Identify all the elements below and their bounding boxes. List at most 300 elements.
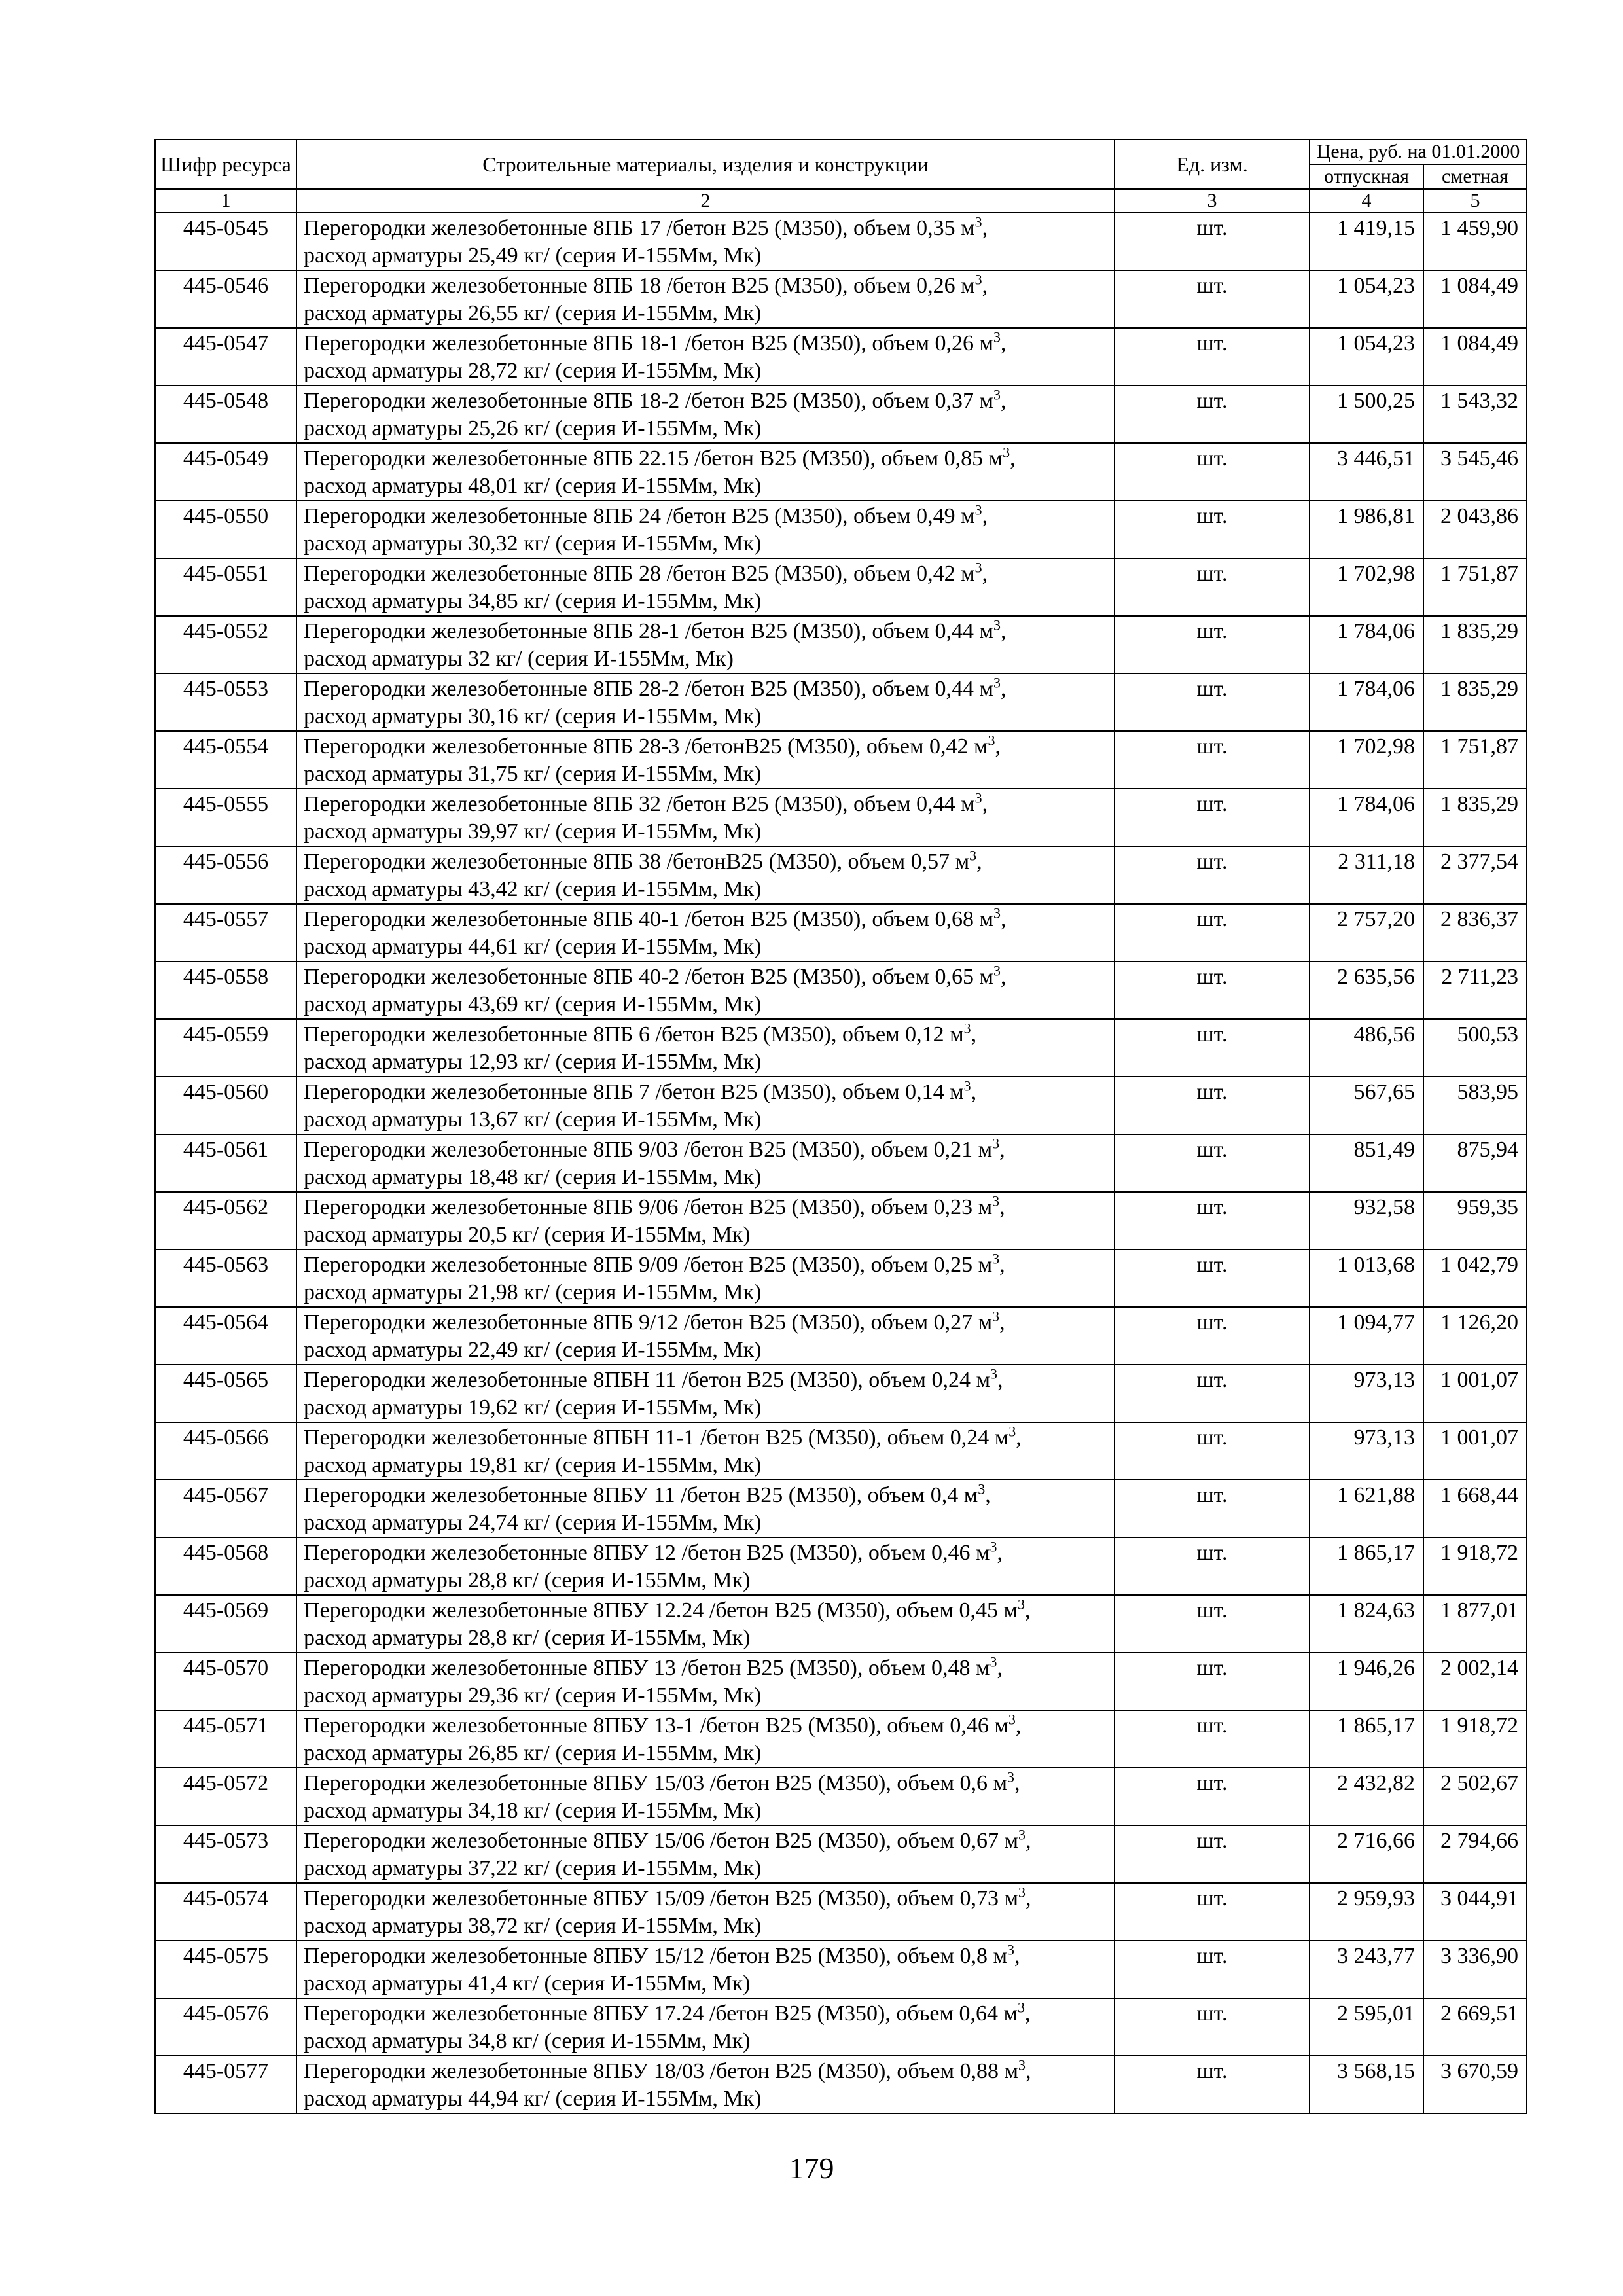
description-line-2: расход арматуры 28,72 кг/ (серия И-155Мм, Мк): [304, 359, 762, 383]
price-release: 2 757,20: [1310, 904, 1423, 961]
description-line-2: расход арматуры 39,97 кг/ (серия И-155Мм, Мк): [304, 819, 762, 844]
resource-code: 445-0560: [155, 1077, 296, 1134]
price-release: 1 419,15: [1310, 213, 1423, 270]
unit-superscript: 3: [1007, 1768, 1014, 1785]
table-row: [155, 1710, 1527, 1768]
table-row: [155, 2056, 1527, 2113]
unit-superscript: 3: [974, 271, 982, 288]
unit: шт.: [1115, 1653, 1310, 1710]
description-line-2: расход арматуры 25,26 кг/ (серия И-155Мм, Мк): [304, 416, 762, 440]
price-release: 3 568,15: [1310, 2056, 1423, 2113]
table-row: [155, 616, 1527, 673]
description-line-1: Перегородки железобетонные 8ПБУ 15/12 /бетон В25 (М350), объем 0,8 $м^3$,: [304, 1941, 1020, 1968]
description-line-2: расход арматуры 48,01 кг/ (серия И-155Мм, Мк): [304, 474, 762, 498]
material-description: [296, 1941, 1115, 1998]
description-line-2: расход арматуры 34,8 кг/ (серия И-155Мм, Мк): [304, 2029, 751, 2053]
unit-superscript: 3: [988, 732, 995, 749]
unit: шт.: [1115, 1480, 1310, 1537]
description-line-1: Перегородки железобетонные 8ПБ 17 /бетон В25 (М350), объем 0,35 $м^3$,: [304, 213, 988, 240]
unit-superscript: 3: [990, 1365, 997, 1382]
table-row: [155, 1537, 1527, 1595]
material-description: [296, 1710, 1115, 1768]
unit-superscript: 3: [974, 501, 982, 518]
unit: шт.: [1115, 1595, 1310, 1653]
description-line-2: расход арматуры 38,72 кг/ (серия И-155Мм, Мк): [304, 1914, 762, 1938]
price-release: 2 311,18: [1310, 846, 1423, 904]
material-description: [296, 558, 1115, 616]
table-row: [155, 1249, 1527, 1307]
material-description: [296, 213, 1115, 270]
description-line-2: расход арматуры 24,74 кг/ (серия И-155Мм, Мк): [304, 1511, 762, 1535]
description-line-1: Перегородки железобетонные 8ПБУ 15/09 /бетон В25 (М350), объем 0,73 $м^3$,: [304, 1884, 1031, 1910]
price-estimate: 2 502,67: [1423, 1768, 1527, 1825]
price-release: 567,65: [1310, 1077, 1423, 1134]
price-estimate: 2 836,37: [1423, 904, 1527, 961]
resource-code: 445-0555: [155, 789, 296, 846]
price-estimate: 1 751,87: [1423, 558, 1527, 616]
unit-superscript: 3: [993, 386, 1001, 403]
column-number: 5: [1423, 189, 1527, 213]
unit-superscript: 3: [992, 1193, 1000, 1210]
resource-code: 445-0553: [155, 673, 296, 731]
unit: шт.: [1115, 1019, 1310, 1077]
resource-code: 445-0564: [155, 1307, 296, 1365]
price-release: 3 243,77: [1310, 1941, 1423, 1998]
price-estimate: 2 043,86: [1423, 501, 1527, 558]
resource-code: 445-0556: [155, 846, 296, 904]
price-table: [154, 139, 1527, 2114]
price-estimate: 1 877,01: [1423, 1595, 1527, 1653]
description-line-1: Перегородки железобетонные 8ПБУ 12.24 /бетон В25 (М350), объем 0,45 $м^3$,: [304, 1596, 1031, 1623]
description-line-1: Перегородки железобетонные 8ПБУ 11 /бетон В25 (М350), объем 0,4 $м^3$,: [304, 1480, 991, 1507]
description-line-2: расход арматуры 29,36 кг/ (серия И-155Мм, Мк): [304, 1683, 762, 1708]
unit: шт.: [1115, 1077, 1310, 1134]
resource-code: 445-0547: [155, 328, 296, 386]
unit-superscript: 3: [969, 847, 977, 864]
resource-code: 445-0570: [155, 1653, 296, 1710]
material-description: [296, 1365, 1115, 1422]
unit: шт.: [1115, 1768, 1310, 1825]
resource-code: 445-0568: [155, 1537, 296, 1595]
unit-superscript: 3: [992, 1250, 1000, 1267]
material-description: [296, 904, 1115, 961]
resource-code: 445-0566: [155, 1422, 296, 1480]
table-row: [155, 1077, 1527, 1134]
resource-code: 445-0562: [155, 1192, 296, 1249]
description-line-2: расход арматуры 34,18 кг/ (серия И-155Мм, Мк): [304, 1799, 762, 1823]
resource-code: 445-0575: [155, 1941, 296, 1998]
price-estimate: 3 044,91: [1423, 1883, 1527, 1941]
price-release: 1 054,23: [1310, 328, 1423, 386]
resource-code: 445-0546: [155, 270, 296, 328]
price-release: 932,58: [1310, 1192, 1423, 1249]
unit: шт.: [1115, 1192, 1310, 1249]
price-estimate: 1 126,20: [1423, 1307, 1527, 1365]
material-description: [296, 1883, 1115, 1941]
price-estimate: 3 670,59: [1423, 2056, 1527, 2113]
description-line-1: Перегородки железобетонные 8ПБ 6 /бетон В25 (М350), объем 0,12 $м^3$,: [304, 1020, 977, 1047]
unit: шт.: [1115, 558, 1310, 616]
unit-superscript: 3: [963, 1077, 971, 1094]
unit-superscript: 3: [993, 962, 1001, 979]
table-row: [155, 213, 1527, 270]
unit-superscript: 3: [974, 789, 982, 806]
description-line-1: Перегородки железобетонные 8ПБ 18 /бетон В25 (М350), объем 0,26 $м^3$,: [304, 271, 988, 298]
material-description: [296, 1307, 1115, 1365]
price-release: 1 865,17: [1310, 1710, 1423, 1768]
price-estimate: 3 336,90: [1423, 1941, 1527, 1998]
description-line-1: Перегородки железобетонные 8ПБ 7 /бетон В25 (М350), объем 0,14 $м^3$,: [304, 1077, 977, 1104]
material-description: [296, 1825, 1115, 1883]
material-description: [296, 443, 1115, 501]
table-row: [155, 1768, 1527, 1825]
unit: шт.: [1115, 1134, 1310, 1192]
table-row: [155, 1365, 1527, 1422]
unit-superscript: 3: [963, 1020, 971, 1037]
price-estimate: 2 669,51: [1423, 1998, 1527, 2056]
description-line-2: расход арматуры 30,16 кг/ (серия И-155Мм, Мк): [304, 704, 762, 728]
resource-code: 445-0551: [155, 558, 296, 616]
table-row: [155, 386, 1527, 443]
material-description: [296, 1134, 1115, 1192]
unit-superscript: 3: [990, 1653, 997, 1670]
unit: шт.: [1115, 270, 1310, 328]
header-code: Шифр ресурса: [155, 139, 296, 189]
unit-superscript: 3: [1003, 444, 1010, 461]
description-line-1: Перегородки железобетонные 8ПБ 38 /бетонВ25 (М350), объем 0,57 $м^3$,: [304, 847, 982, 874]
description-line-2: расход арматуры 43,42 кг/ (серия И-155Мм, Мк): [304, 877, 762, 901]
description-line-1: Перегородки железобетонные 8ПБ 18-1 /бетон В25 (М350), объем 0,26 $м^3$,: [304, 329, 1007, 355]
price-release: 3 446,51: [1310, 443, 1423, 501]
price-release: 1 946,26: [1310, 1653, 1423, 1710]
price-estimate: 1 084,49: [1423, 270, 1527, 328]
resource-code: 445-0558: [155, 961, 296, 1019]
table-row: [155, 789, 1527, 846]
unit: шт.: [1115, 2056, 1310, 2113]
unit-superscript: 3: [993, 674, 1001, 691]
table-row: [155, 558, 1527, 616]
unit: шт.: [1115, 1249, 1310, 1307]
description-line-1: Перегородки железобетонные 8ПБ 9/09 /бетон В25 (М350), объем 0,25 $м^3$,: [304, 1250, 1005, 1277]
price-release: 973,13: [1310, 1365, 1423, 1422]
material-description: [296, 2056, 1115, 2113]
description-line-2: расход арматуры 37,22 кг/ (серия И-155Мм, Мк): [304, 1856, 762, 1880]
material-description: [296, 1077, 1115, 1134]
material-description: [296, 1192, 1115, 1249]
price-estimate: 1 918,72: [1423, 1710, 1527, 1768]
resource-code: 445-0567: [155, 1480, 296, 1537]
table-row: [155, 1019, 1527, 1077]
header-price-estimate: сметная: [1423, 164, 1527, 189]
description-line-1: Перегородки железобетонные 8ПБ 18-2 /бетон В25 (М350), объем 0,37 $м^3$,: [304, 386, 1007, 413]
unit: шт.: [1115, 386, 1310, 443]
table-row: [155, 961, 1527, 1019]
resource-code: 445-0549: [155, 443, 296, 501]
description-line-1: Перегородки железобетонные 8ПБУ 15/06 /бетон В25 (М350), объем 0,67 $м^3$,: [304, 1826, 1031, 1853]
unit: шт.: [1115, 904, 1310, 961]
unit: шт.: [1115, 1422, 1310, 1480]
unit-superscript: 3: [1018, 1884, 1026, 1901]
price-release: 1 784,06: [1310, 789, 1423, 846]
description-line-2: расход арматуры 19,81 кг/ (серия И-155Мм, Мк): [304, 1453, 762, 1477]
price-release: 851,49: [1310, 1134, 1423, 1192]
unit-superscript: 3: [1008, 1423, 1016, 1440]
description-line-1: Перегородки железобетонные 8ПБ 28-3 /бетонВ25 (М350), объем 0,42 $м^3$,: [304, 732, 1001, 759]
table-row: [155, 270, 1527, 328]
description-line-2: расход арматуры 19,62 кг/ (серия И-155Мм, Мк): [304, 1395, 762, 1420]
table-row: [155, 1998, 1527, 2056]
column-number: 2: [296, 189, 1115, 213]
price-estimate: 2 711,23: [1423, 961, 1527, 1019]
unit-superscript: 3: [974, 213, 982, 230]
page-number: 179: [789, 2151, 834, 2185]
table-row: [155, 1192, 1527, 1249]
price-release: 1 500,25: [1310, 386, 1423, 443]
material-description: [296, 1480, 1115, 1537]
unit: шт.: [1115, 673, 1310, 731]
price-release: 1 094,77: [1310, 1307, 1423, 1365]
unit: шт.: [1115, 1825, 1310, 1883]
resource-code: 445-0545: [155, 213, 296, 270]
price-estimate: 2 794,66: [1423, 1825, 1527, 1883]
resource-code: 445-0561: [155, 1134, 296, 1192]
table-row: [155, 1595, 1527, 1653]
price-estimate: 1 918,72: [1423, 1537, 1527, 1595]
price-estimate: 1 084,49: [1423, 328, 1527, 386]
price-release: 1 702,98: [1310, 558, 1423, 616]
description-line-1: Перегородки железобетонные 8ПБУ 17.24 /бетон В25 (М350), объем 0,64 $м^3$,: [304, 1999, 1031, 2026]
header-name: Строительные материалы, изделия и конструкции: [296, 139, 1115, 189]
material-description: [296, 1653, 1115, 1710]
unit: шт.: [1115, 1365, 1310, 1422]
resource-code: 445-0552: [155, 616, 296, 673]
material-description: [296, 1998, 1115, 2056]
unit: шт.: [1115, 789, 1310, 846]
description-line-2: расход арматуры 41,4 кг/ (серия И-155Мм, Мк): [304, 1971, 751, 1996]
table-row: [155, 1883, 1527, 1941]
unit: шт.: [1115, 731, 1310, 789]
price-release: 1 013,68: [1310, 1249, 1423, 1307]
price-release: 2 716,66: [1310, 1825, 1423, 1883]
price-estimate: 1 042,79: [1423, 1249, 1527, 1307]
unit: шт.: [1115, 1941, 1310, 1998]
unit-superscript: 3: [1007, 1941, 1014, 1958]
description-line-2: расход арматуры 26,85 кг/ (серия И-155Мм, Мк): [304, 1741, 762, 1765]
description-line-2: расход арматуры 21,98 кг/ (серия И-155Мм, Мк): [304, 1280, 762, 1304]
table-row: [155, 1307, 1527, 1365]
description-line-2: расход арматуры 31,75 кг/ (серия И-155Мм, Мк): [304, 762, 762, 786]
price-estimate: 875,94: [1423, 1134, 1527, 1192]
resource-code: 445-0557: [155, 904, 296, 961]
price-estimate: 500,53: [1423, 1019, 1527, 1077]
resource-code: 445-0563: [155, 1249, 296, 1307]
unit-superscript: 3: [978, 1480, 986, 1498]
table-row: [155, 1653, 1527, 1710]
unit-superscript: 3: [1018, 1999, 1026, 2016]
material-description: [296, 386, 1115, 443]
description-line-1: Перегородки железобетонные 8ПБ 9/06 /бетон В25 (М350), объем 0,23 $м^3$,: [304, 1193, 1005, 1219]
unit: шт.: [1115, 443, 1310, 501]
unit-superscript: 3: [993, 329, 1001, 346]
table-row: [155, 1422, 1527, 1480]
header-price-release: отпускная: [1310, 164, 1423, 189]
table-row: [155, 673, 1527, 731]
resource-code: 445-0565: [155, 1365, 296, 1422]
description-line-1: Перегородки железобетонные 8ПБ 40-2 /бетон В25 (М350), объем 0,65 $м^3$,: [304, 962, 1007, 989]
price-table-sheet: [154, 139, 1526, 2114]
description-line-1: Перегородки железобетонные 8ПБ 28-1 /бетон В25 (М350), объем 0,44 $м^3$,: [304, 617, 1007, 643]
price-estimate: 1 835,29: [1423, 616, 1527, 673]
description-line-2: расход арматуры 22,49 кг/ (серия И-155Мм, Мк): [304, 1338, 762, 1362]
header-unit: Ед. изм.: [1115, 139, 1310, 189]
description-line-1: Перегородки железобетонные 8ПБУ 13-1 /бетон В25 (М350), объем 0,46 $м^3$,: [304, 1711, 1022, 1738]
price-estimate: 583,95: [1423, 1077, 1527, 1134]
resource-code: 445-0571: [155, 1710, 296, 1768]
resource-code: 445-0572: [155, 1768, 296, 1825]
material-description: [296, 328, 1115, 386]
unit: шт.: [1115, 1883, 1310, 1941]
column-number: 1: [155, 189, 296, 213]
description-line-1: Перегородки железобетонные 8ПБ 40-1 /бетон В25 (М350), объем 0,68 $м^3$,: [304, 905, 1007, 931]
resource-code: 445-0577: [155, 2056, 296, 2113]
unit-superscript: 3: [1008, 1711, 1016, 1728]
description-line-1: Перегородки железобетонные 8ПБН 11 /бетон В25 (М350), объем 0,24 $м^3$,: [304, 1365, 1003, 1392]
material-description: [296, 731, 1115, 789]
price-release: 2 959,93: [1310, 1883, 1423, 1941]
material-description: [296, 1249, 1115, 1307]
unit-superscript: 3: [992, 1308, 1000, 1325]
description-line-2: расход арматуры 43,69 кг/ (серия И-155Мм, Мк): [304, 992, 762, 1016]
price-release: 1 784,06: [1310, 673, 1423, 731]
price-release: 1 784,06: [1310, 616, 1423, 673]
unit: шт.: [1115, 1998, 1310, 2056]
price-estimate: 1 835,29: [1423, 673, 1527, 731]
table-body: [155, 213, 1527, 2113]
table-row: [155, 1134, 1527, 1192]
table-row: [155, 1825, 1527, 1883]
material-description: [296, 846, 1115, 904]
unit: шт.: [1115, 213, 1310, 270]
material-description: [296, 616, 1115, 673]
unit: шт.: [1115, 616, 1310, 673]
unit: шт.: [1115, 961, 1310, 1019]
description-line-1: Перегородки железобетонные 8ПБН 11-1 /бетон В25 (М350), объем 0,24 $м^3$,: [304, 1423, 1022, 1450]
unit-superscript: 3: [1018, 1826, 1026, 1843]
material-description: [296, 1019, 1115, 1077]
description-line-2: расход арматуры 28,8 кг/ (серия И-155Мм, Мк): [304, 1626, 751, 1650]
table-row: [155, 328, 1527, 386]
price-estimate: 2 377,54: [1423, 846, 1527, 904]
description-line-1: Перегородки железобетонные 8ПБУ 15/03 /бетон В25 (М350), объем 0,6 $м^3$,: [304, 1768, 1020, 1795]
unit: шт.: [1115, 328, 1310, 386]
table-row: [155, 443, 1527, 501]
description-line-1: Перегородки железобетонные 8ПБ 22.15 /бетон В25 (М350), объем 0,85 $м^3$,: [304, 444, 1016, 471]
material-description: [296, 673, 1115, 731]
material-description: [296, 270, 1115, 328]
description-line-1: Перегородки железобетонные 8ПБ 28 /бетон В25 (М350), объем 0,42 $м^3$,: [304, 559, 988, 586]
description-line-1: Перегородки железобетонные 8ПБУ 12 /бетон В25 (М350), объем 0,46 $м^3$,: [304, 1538, 1003, 1565]
table-row: [155, 904, 1527, 961]
column-number: 3: [1115, 189, 1310, 213]
price-estimate: 1 459,90: [1423, 213, 1527, 270]
description-line-1: Перегородки железобетонные 8ПБ 32 /бетон В25 (М350), объем 0,44 $м^3$,: [304, 789, 988, 816]
description-line-2: расход арматуры 26,55 кг/ (серия И-155Мм, Мк): [304, 301, 762, 325]
description-line-1: Перегородки железобетонные 8ПБУ 13 /бетон В25 (М350), объем 0,48 $м^3$,: [304, 1653, 1003, 1680]
price-release: 1 621,88: [1310, 1480, 1423, 1537]
description-line-2: расход арматуры 18,48 кг/ (серия И-155Мм, Мк): [304, 1165, 762, 1189]
price-release: 1 054,23: [1310, 270, 1423, 328]
table-row: [155, 846, 1527, 904]
description-line-2: расход арматуры 34,85 кг/ (серия И-155Мм, Мк): [304, 589, 762, 613]
unit-superscript: 3: [993, 905, 1001, 922]
material-description: [296, 1537, 1115, 1595]
unit-superscript: 3: [1018, 2056, 1026, 2073]
description-line-2: расход арматуры 28,8 кг/ (серия И-155Мм, Мк): [304, 1568, 751, 1592]
material-description: [296, 1422, 1115, 1480]
description-line-1: Перегородки железобетонные 8ПБ 24 /бетон В25 (М350), объем 0,49 $м^3$,: [304, 501, 988, 528]
price-release: 973,13: [1310, 1422, 1423, 1480]
description-line-2: расход арматуры 20,5 кг/ (серия И-155Мм, Мк): [304, 1223, 751, 1247]
resource-code: 445-0550: [155, 501, 296, 558]
table-row: [155, 1941, 1527, 1998]
description-line-1: Перегородки железобетонные 8ПБ 9/12 /бетон В25 (М350), объем 0,27 $м^3$,: [304, 1308, 1005, 1335]
resource-code: 445-0559: [155, 1019, 296, 1077]
price-release: 2 635,56: [1310, 961, 1423, 1019]
resource-code: 445-0548: [155, 386, 296, 443]
price-release: 1 986,81: [1310, 501, 1423, 558]
price-estimate: 1 751,87: [1423, 731, 1527, 789]
material-description: [296, 1595, 1115, 1653]
price-release: 2 595,01: [1310, 1998, 1423, 2056]
material-description: [296, 789, 1115, 846]
description-line-2: расход арматуры 30,32 кг/ (серия И-155Мм, Мк): [304, 531, 762, 556]
price-estimate: 1 835,29: [1423, 789, 1527, 846]
unit: шт.: [1115, 1537, 1310, 1595]
resource-code: 445-0574: [155, 1883, 296, 1941]
unit: шт.: [1115, 501, 1310, 558]
unit-superscript: 3: [990, 1538, 997, 1555]
header-price: Цена, руб. на 01.01.2000: [1310, 139, 1527, 164]
description-line-2: расход арматуры 44,94 кг/ (серия И-155Мм, Мк): [304, 2087, 762, 2111]
description-line-2: расход арматуры 44,61 кг/ (серия И-155Мм, Мк): [304, 935, 762, 959]
price-release: 1 824,63: [1310, 1595, 1423, 1653]
material-description: [296, 501, 1115, 558]
resource-code: 445-0573: [155, 1825, 296, 1883]
price-release: 486,56: [1310, 1019, 1423, 1077]
price-release: 1 865,17: [1310, 1537, 1423, 1595]
description-line-1: Перегородки железобетонные 8ПБ 28-2 /бетон В25 (М350), объем 0,44 $м^3$,: [304, 674, 1007, 701]
material-description: [296, 1768, 1115, 1825]
description-line-2: расход арматуры 32 кг/ (серия И-155Мм, Мк): [304, 647, 734, 671]
price-release: 2 432,82: [1310, 1768, 1423, 1825]
description-line-2: расход арматуры 12,93 кг/ (серия И-155Мм, Мк): [304, 1050, 762, 1074]
price-estimate: 2 002,14: [1423, 1653, 1527, 1710]
description-line-1: Перегородки железобетонные 8ПБ 9/03 /бетон В25 (М350), объем 0,21 $м^3$,: [304, 1135, 1005, 1162]
table-row: [155, 731, 1527, 789]
resource-code: 445-0569: [155, 1595, 296, 1653]
price-estimate: 959,35: [1423, 1192, 1527, 1249]
unit: шт.: [1115, 1307, 1310, 1365]
resource-code: 445-0554: [155, 731, 296, 789]
price-estimate: 1 668,44: [1423, 1480, 1527, 1537]
table-row: [155, 1480, 1527, 1537]
unit-superscript: 3: [974, 559, 982, 576]
unit-superscript: 3: [1018, 1596, 1026, 1613]
resource-code: 445-0576: [155, 1998, 296, 2056]
material-description: [296, 961, 1115, 1019]
price-estimate: 1 001,07: [1423, 1365, 1527, 1422]
description-line-2: расход арматуры 25,49 кг/ (серия И-155Мм, Мк): [304, 243, 762, 268]
